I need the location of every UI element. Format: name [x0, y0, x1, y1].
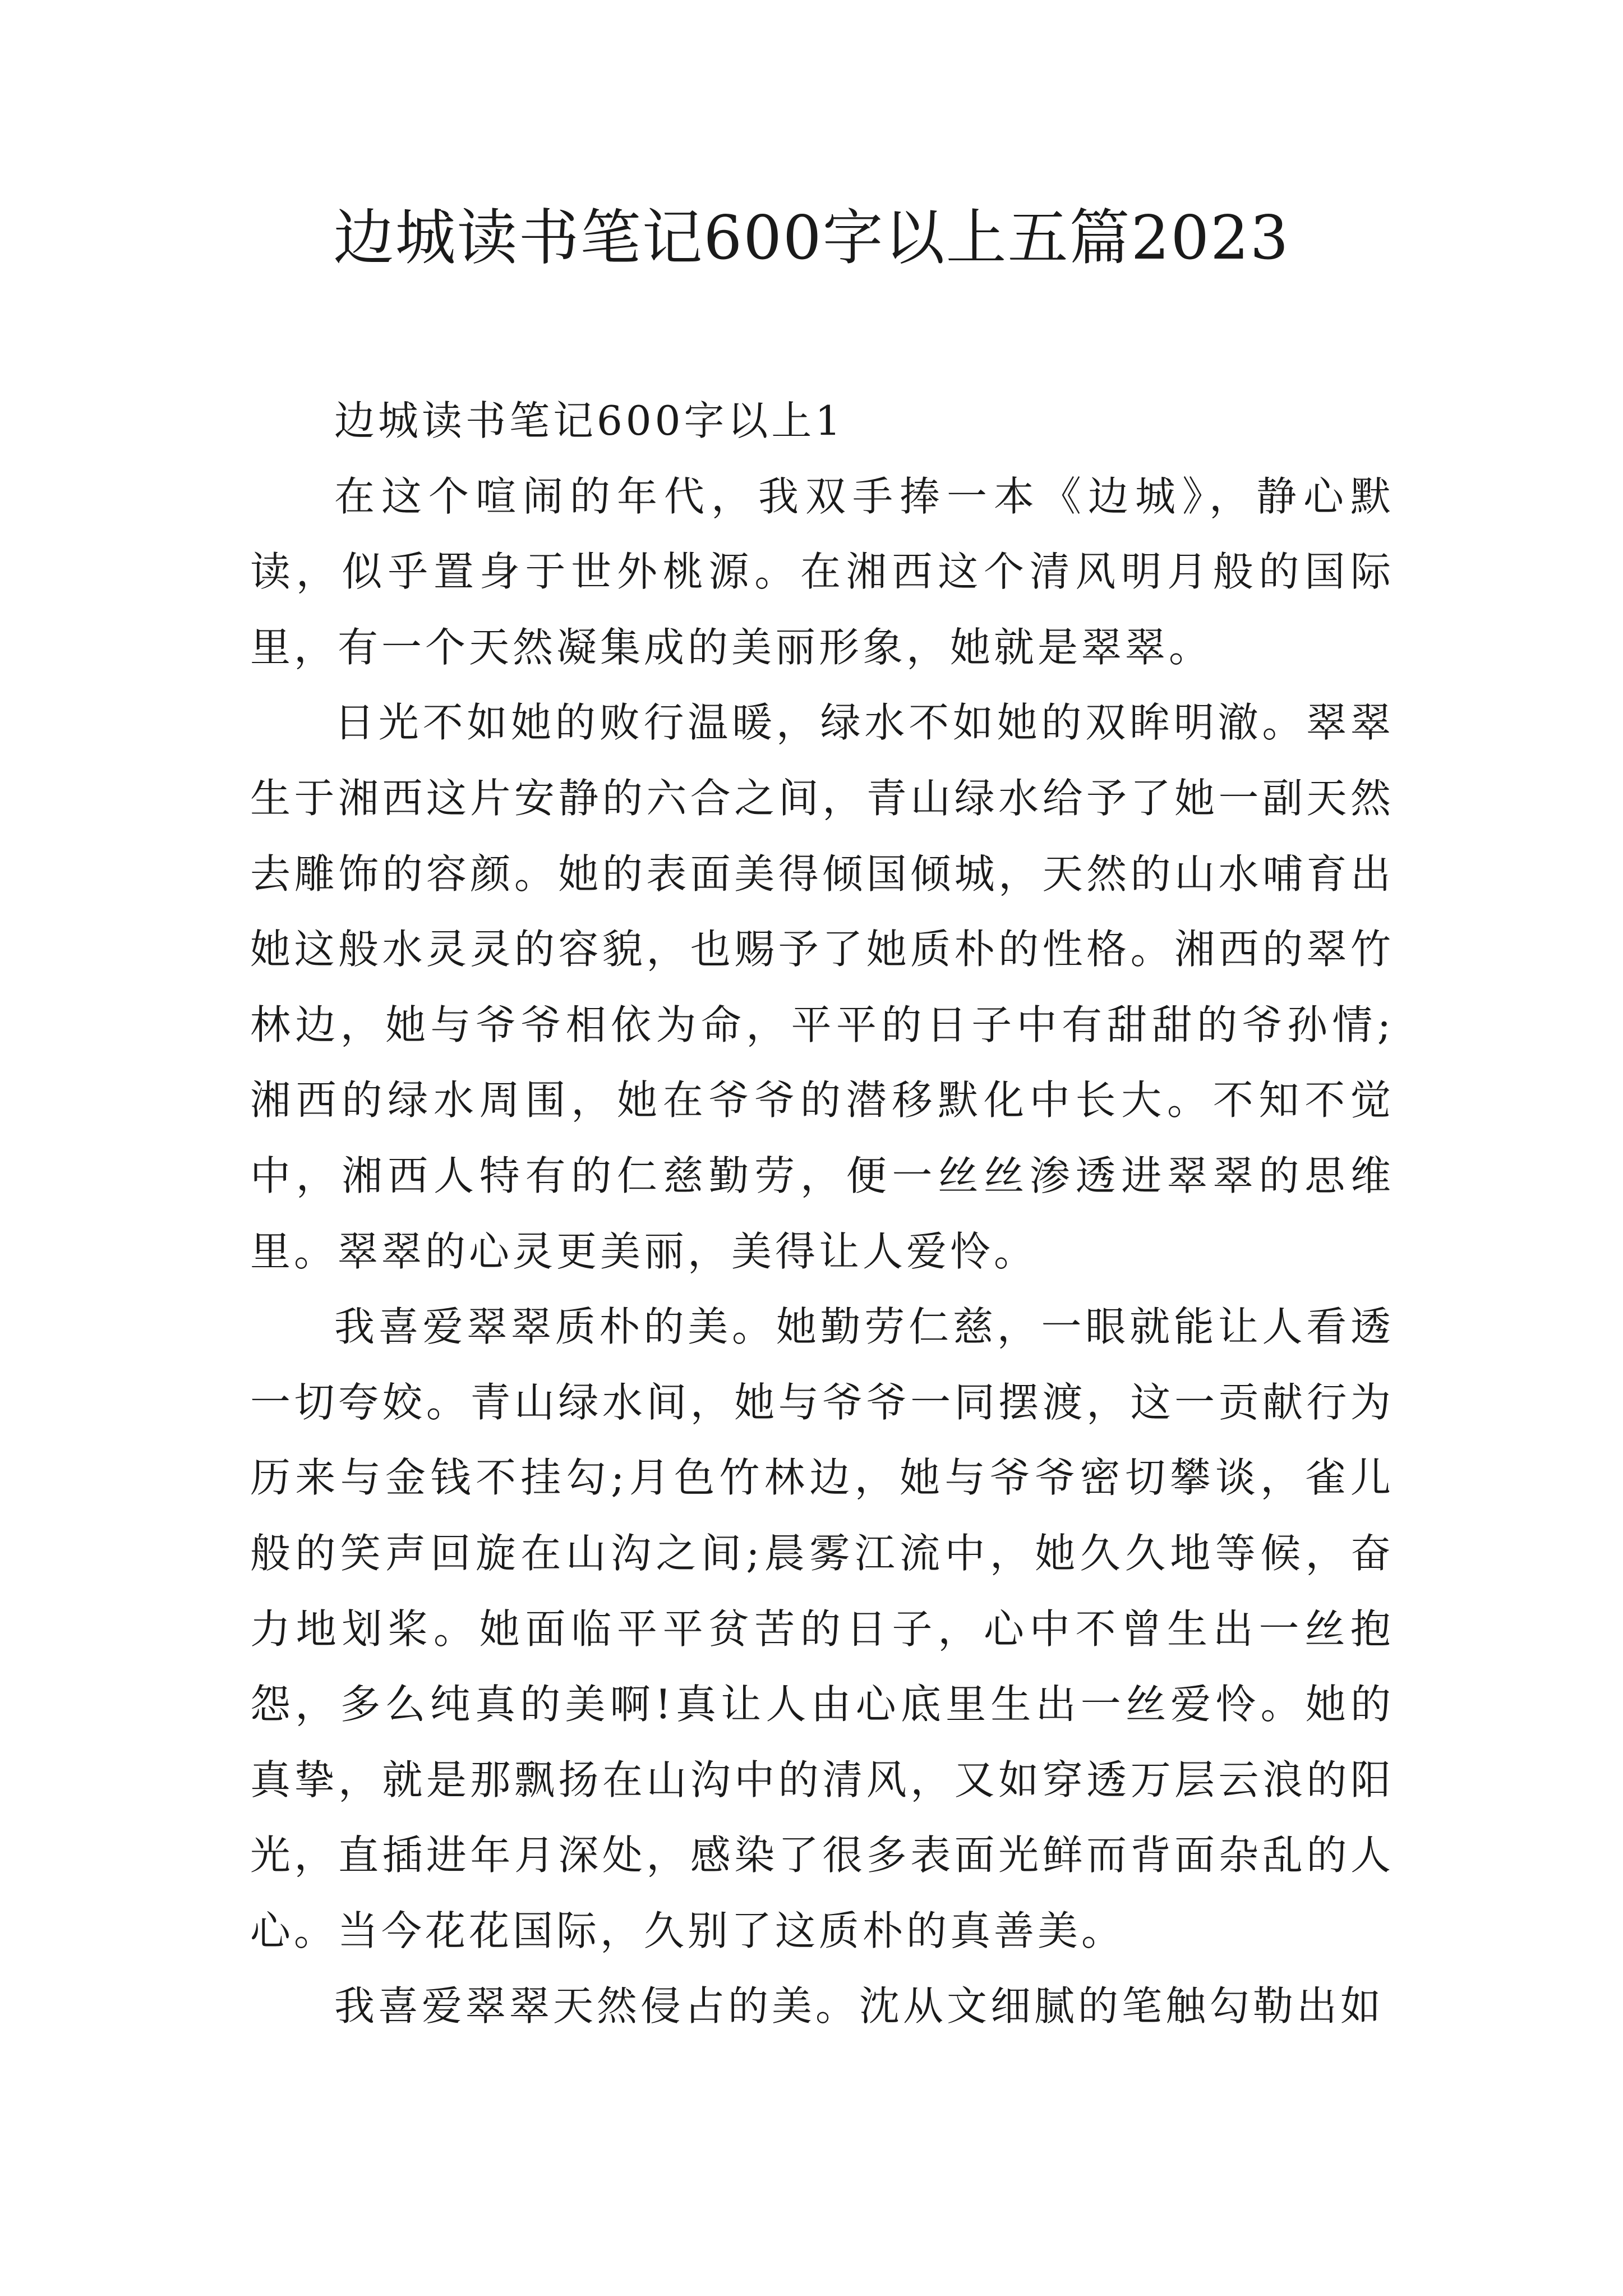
document-title: 边城读书笔记600字以上五篇2023 [333, 203, 1290, 273]
paragraph: 在这个喧闹的年代，我双手捧一本《边城》，静心默读，似乎置身于世外桃源。在湘西这个清风明月般的国际里，有一个天然凝集成的美丽形象，她就是翠翠。 [250, 472, 1394, 671]
section-heading: 边城读书笔记600字以上1 [334, 397, 845, 444]
paragraph: 我喜爱翠翠天然侵占的美。沈从文细腻的笔触勾勒出如 [334, 1982, 1385, 2030]
paragraph: 我喜爱翠翠质朴的美。她勤劳仁慈，一眼就能让人看透一切夸姣。青山绿水间，她与爷爷一同摆渡，这一贡献行为历来与金钱不挂勾;月色竹林边，她与爷爷密切攀谈，雀儿般的笑声回旋在山沟之间;晨雾江流中，她久久地等候，奋力地划桨。她面临平平贫苦的日子，心中不曾生出一丝抱怨，多么纯真的美啊!真让人由心底里生出一丝爱怜。她的真挚，就是那飘扬在山沟中的清风，又如穿透万层云浪的阳光，直插进年月深处，感染了很多表面光鲜而背面杂乱的人心。当今花花国际，久别了这质朴的真善美。 [250, 1303, 1394, 1954]
document-body [250, 383, 1394, 2044]
paragraph: 日光不如她的败行温暖，绿水不如她的双眸明澈。翠翠生于湘西这片安静的六合之间，青山绿水给予了她一副天然去雕饰的容颜。她的表面美得倾国倾城，天然的山水哺育出她这般水灵灵的容貌，也赐予了她质朴的性格。湘西的翠竹林边，她与爷爷相依为命，平平的日子中有甜甜的爷孙情;湘西的绿水周围，她在爷爷的潜移默化中长大。不知不觉中，湘西人特有的仁慈勤劳，便一丝丝渗透进翠翠的思维里。翠翠的心灵更美丽，美得让人爱怜。 [250, 699, 1394, 1275]
